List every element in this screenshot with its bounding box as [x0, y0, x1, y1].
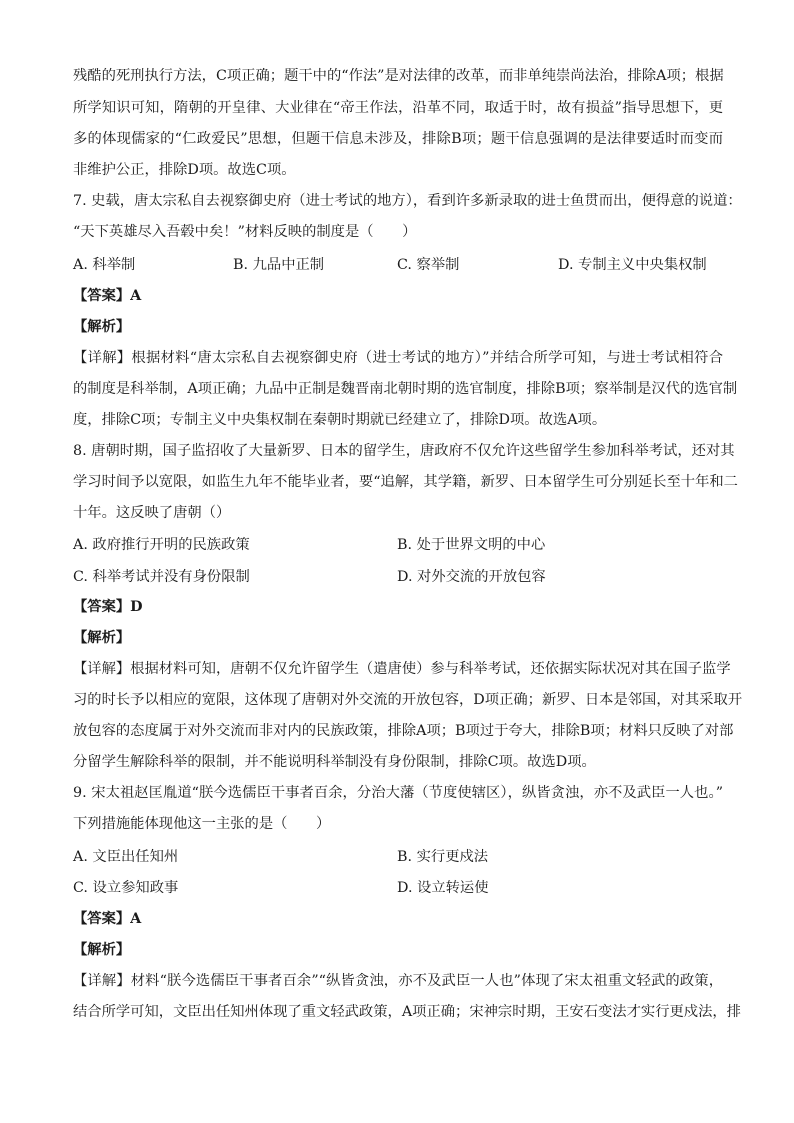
- q9-analysis-label: 【解析】: [73, 942, 131, 958]
- q8-option-c: C. 科举考试并没有身份限制: [73, 569, 250, 585]
- text-line: 多的体现儒家的“仁政爱民”思想，但题干信息未涉及，排除B项；题干信息强调的是法律要适时而变而: [73, 131, 723, 147]
- q9-option-c: C. 设立参知政事: [73, 880, 179, 896]
- q8-option-d: D. 对外交流的开放包容: [397, 569, 546, 585]
- q7-option-a: A. 科举制: [73, 257, 136, 273]
- question-7-stem: “天下英雄尽入吾毂中矣！”材料反映的制度是（ ）: [73, 224, 417, 240]
- question-8-stem: 学习时间予以宽限，如监生九年不能毕业者，要“追解，其学籍，新罗、日本留学生可分别延长至十年和二: [73, 474, 738, 490]
- q8-option-a: A. 政府推行开明的民族政策: [73, 537, 250, 553]
- q7-detail: 【详解】根据材料“唐太宗私自去视察御史府（进士考试的地方）”并结合所学可知，与进士考试相符合: [73, 350, 723, 366]
- q8-analysis-label: 【解析】: [73, 630, 131, 646]
- question-9-stem: 9. 宋太祖赵匡胤道“朕今选儒臣干事者百余，分治大藩（节度使辖区），纵皆贪浊，亦不及武臣一人也。”: [73, 785, 723, 801]
- q8-detail: 放包容的态度属于对外交流而非对内的民族政策，排除A项；B项过于夸大，排除B项；材料只反映了对部: [73, 723, 734, 739]
- q9-option-a: A. 文臣出任知州: [73, 849, 179, 865]
- question-9-stem: 下列措施能体现他这一主张的是（ ）: [73, 816, 331, 832]
- q7-detail: 的制度是科举制，A项正确；九品中正制是魏晋南北朝时期的选官制度，排除B项；察举制是汉代的选官制: [73, 381, 738, 397]
- question-8-stem: 8. 唐朝时期，国子监招收了大量新罗、日本的留学生，唐政府不仅允许这些留学生参加科举考试，还对其: [73, 443, 735, 459]
- text-line: 非维护公正，排除D项。故选C项。: [73, 162, 296, 178]
- q7-analysis-label: 【解析】: [73, 319, 131, 335]
- q7-option-c: C. 察举制: [397, 257, 460, 273]
- q8-detail: 【详解】根据材料可知，唐朝不仅允许留学生（遣唐使）参与科举考试，还依据实际状况对其在国子监学: [73, 661, 731, 677]
- question-7-stem: 7. 史载，唐太宗私自去视察御史府（进士考试的地方），看到许多新录取的进士鱼贯而出，便得意的说道：: [73, 193, 742, 209]
- q9-option-d: D. 设立转运使: [397, 880, 489, 896]
- q8-answer: 【答案】D: [73, 599, 143, 615]
- q8-option-b: B. 处于世界文明的中心: [397, 537, 546, 553]
- question-8-stem: 十年。这反映了唐朝（）: [73, 505, 231, 521]
- q7-answer: 【答案】A: [73, 288, 142, 304]
- q9-option-b: B. 实行更戍法: [397, 849, 489, 865]
- q7-option-b: B. 九品中正制: [233, 257, 325, 273]
- q7-detail: 度，排除C项；专制主义中央集权制在秦朝时期就已经建立了，排除D项。故选A项。: [73, 412, 607, 428]
- text-line: 残酷的死刑执行方法，C项正确；题干中的“作法”是对法律的改革，而非单纯崇尚法治，排除A项；根据: [73, 68, 724, 84]
- q8-detail: 习的时长予以相应的宽限，这体现了唐朝对外交流的开放包容，D项正确；新罗、日本是邻国，对其采取开: [73, 692, 743, 708]
- q9-answer: 【答案】A: [73, 911, 142, 927]
- q9-detail: 结合所学可知，文臣出任知州体现了重文轻武政策，A项正确；宋神宗时期，王安石变法才实行更戍法，排: [73, 1004, 741, 1020]
- q7-option-d: D. 专制主义中央集权制: [558, 257, 707, 273]
- q9-detail: 【详解】材料“朕今选儒臣干事者百余”“纵皆贪浊，亦不及武臣一人也”体现了宋太祖重文轻武的政策，: [73, 973, 723, 989]
- q8-detail: 分留学生解除科举的限制，并不能说明科举制没有身份限制，排除C项。故选D项。: [73, 754, 596, 770]
- text-line: 所学知识可知，隋朝的开皇律、大业律在“帝王作法，沿革不同，取适于时，故有损益”指导思想下，更: [73, 100, 723, 116]
